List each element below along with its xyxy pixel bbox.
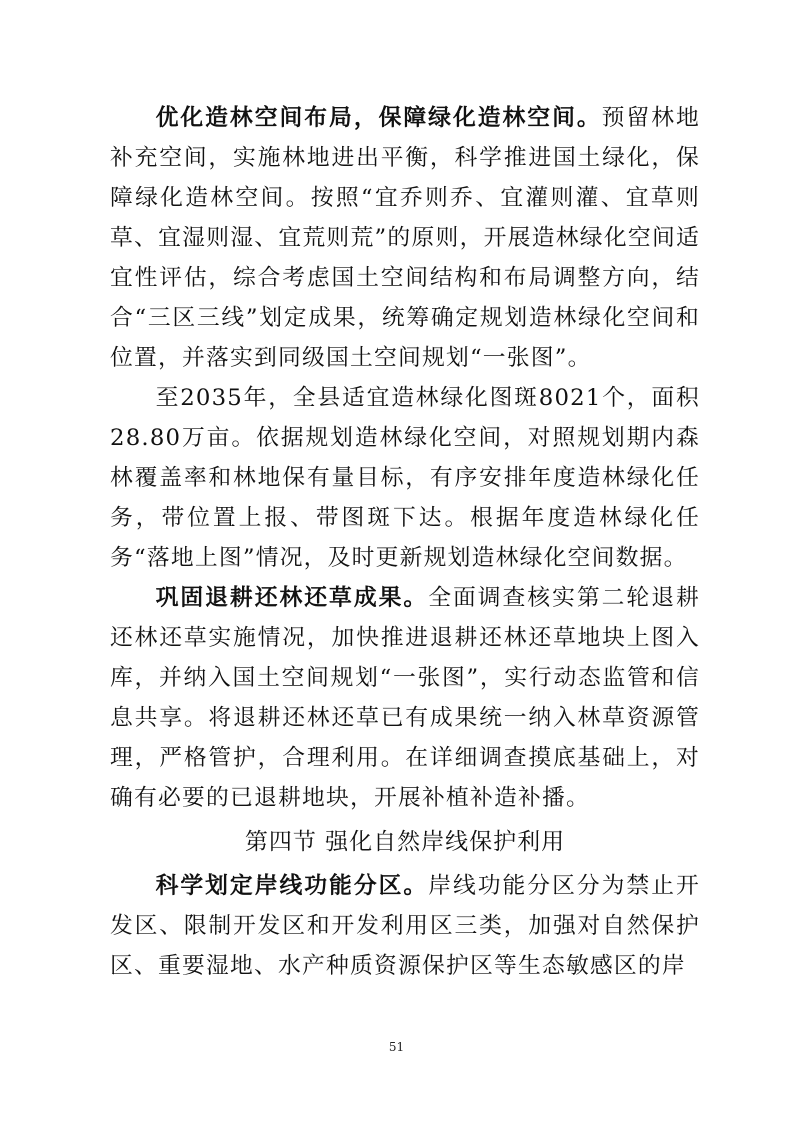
paragraph-lead: 巩固退耕还林还草成果。 [155,585,429,611]
paragraph-shoreline-zoning [110,866,700,986]
paragraph-lead: 科学划定岸线功能分区。 [155,873,429,899]
paragraph-text: 预留林地补充空间，实施林地进出平衡，科学推进国土绿化，保障绿化造林空间。按照“宜乔则乔、宜灌则灌、宜草则草、宜湿则湿、宜荒则荒”的原则，开展造林绿化空间适宜性评估，综合考虑国土空间结构和布局调整方向，结合“三区三线”划定成果，统筹确定规划造林绿化空间和位置，并落实到同级国土空间规划“一张图”。 [110,105,700,371]
paragraph-returning-farmland [110,578,700,818]
paragraph-2035-target [110,378,700,578]
paragraph-lead: 优化造林空间布局，保障绿化造林空间。 [155,105,602,131]
page-number: 51 [388,1040,405,1054]
section-heading: 第四节 强化自然岸线保护利用 [244,829,566,855]
paragraph-text: 至2035年，全县适宜造林绿化图斑8021个，面积28.80万亩。依据规划造林绿化空间，对照规划期内森林覆盖率和林地保有量目标，有序安排年度造林绿化任务，带位置上报、带图斑下达。根据年度造林绿化任务“落地上图”情况，及时更新规划造林绿化空间数据。 [110,385,700,571]
body-text [110,98,700,986]
paragraph-text: 岸线功能分区分为禁止开发区、限制开发区和开发利用区三类，加强对自然保护区、重要湿地、水产种质资源保护区等生态敏感区的岸 [110,873,700,979]
paragraph-afforestation-layout [110,98,700,378]
paragraph-text: 全面调查核实第二轮退耕还林还草实施情况，加快推进退耕还林还草地块上图入库，并纳入国土空间规划“一张图”，实行动态监管和信息共享。将退耕还林还草已有成果统一纳入林草资源管理，严格管护，合理利用。在详细调查摸底基础上，对确有必要的已退耕地块，开展补植补造补播。 [110,585,700,811]
